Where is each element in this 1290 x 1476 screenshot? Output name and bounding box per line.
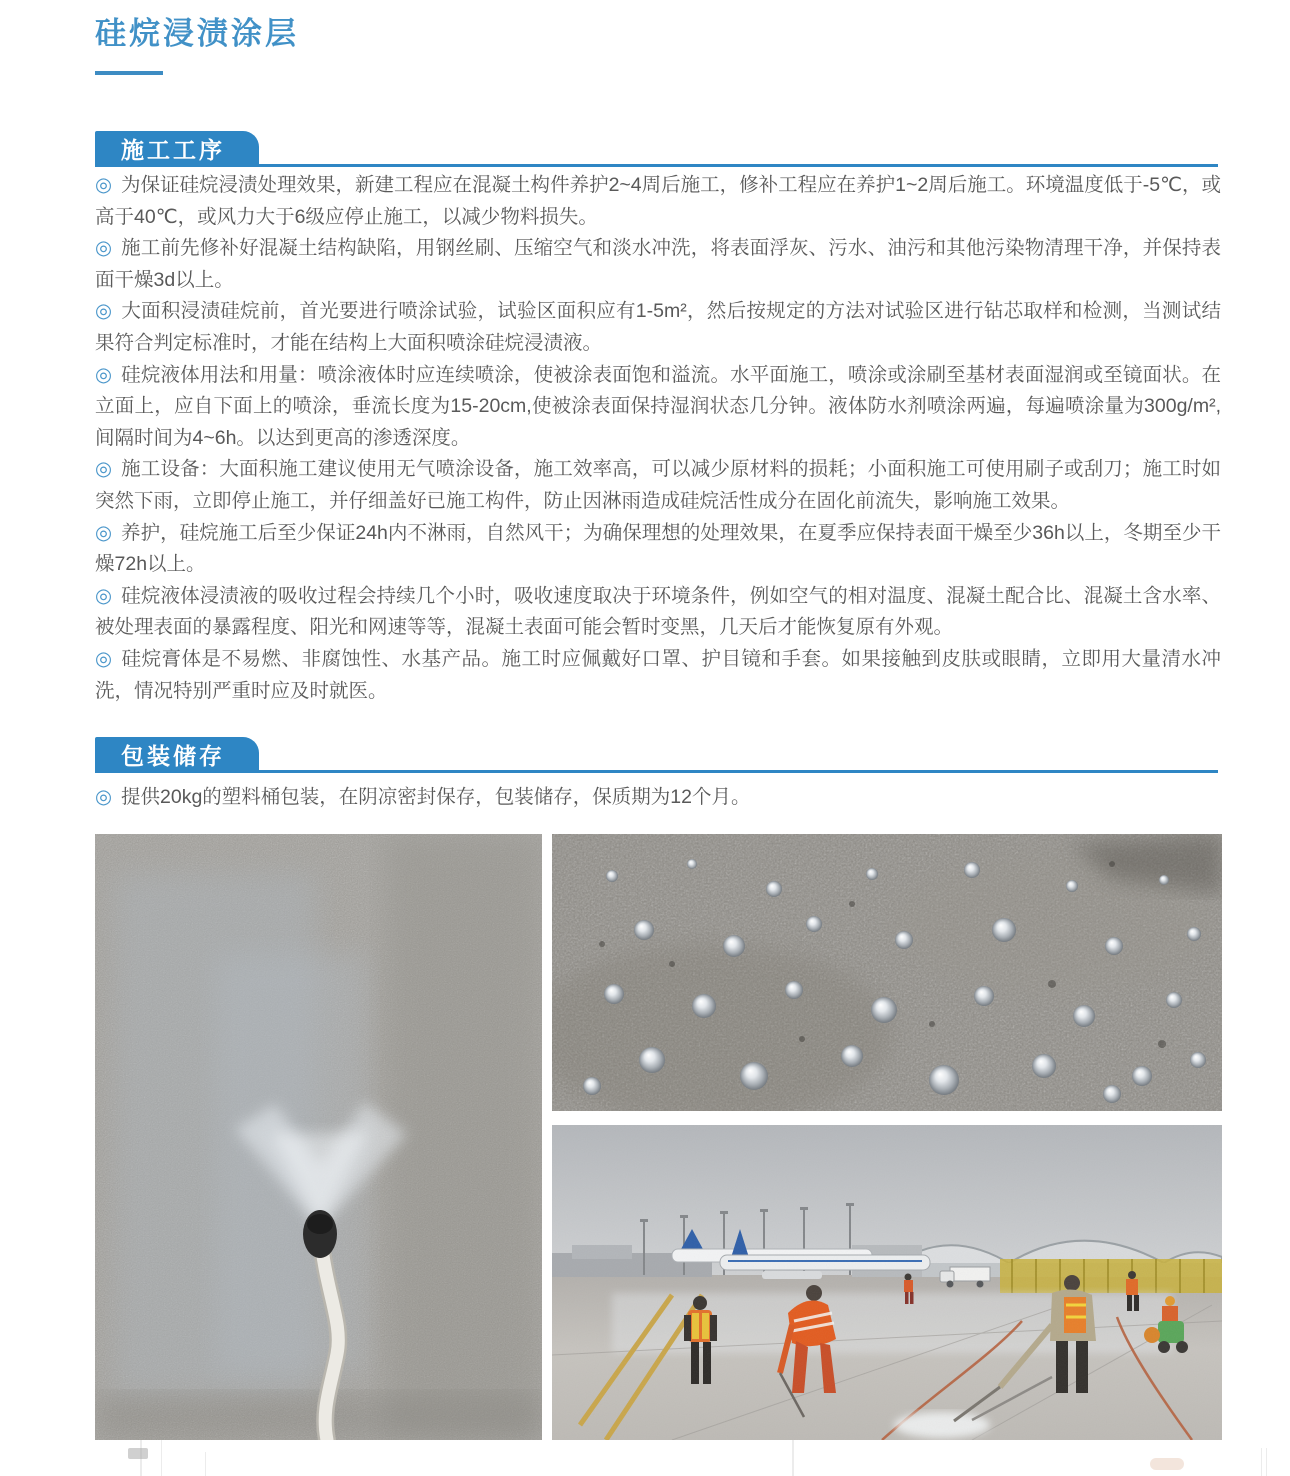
bullet-icon: ◎ xyxy=(95,174,113,196)
bullet-icon: ◎ xyxy=(95,521,113,544)
packaging-bullet-list xyxy=(95,782,1221,814)
bullet-item xyxy=(95,518,1221,581)
page-bottom-artifact xyxy=(205,1452,206,1476)
bullet-text: 养护，硅烷施工后至少保证24h内不淋雨，自然风干；为确保理想的处理效果，在夏季应保持表面干燥至少36h以上，冬期至少干燥72h以上。 xyxy=(95,521,1221,576)
bullet-text: 大面积浸渍硅烷前，首光要进行喷涂试验，试验区面积应有1-5m²，然后按规定的方法对试验区进行钻芯取样和检测，当测试结果符合判定标准时，才能在结构上大面积喷涂硅烷浸渍液。 xyxy=(95,300,1222,354)
airport-apron-photo xyxy=(552,1125,1222,1440)
bullet-item xyxy=(95,170,1221,233)
bullet-icon: ◎ xyxy=(95,300,113,323)
section-header-rule xyxy=(95,770,1218,773)
bullet-item xyxy=(95,454,1221,517)
page-bottom-artifact xyxy=(792,1440,794,1476)
bullet-item xyxy=(95,782,1221,814)
section-tab-label: 包装储存 xyxy=(121,742,225,769)
page-bottom-artifact xyxy=(1266,1448,1267,1476)
section-header-construction xyxy=(95,131,1218,167)
bullet-icon: ◎ xyxy=(95,237,113,260)
section-header-packaging xyxy=(95,737,1218,773)
bullet-icon: ◎ xyxy=(95,458,113,481)
bullet-item xyxy=(95,233,1221,296)
bullet-item xyxy=(95,360,1221,455)
bullet-item xyxy=(95,644,1221,707)
page-title: 硅烷浸渍涂层 xyxy=(95,16,299,51)
bullet-icon: ◎ xyxy=(95,647,113,670)
bullet-icon: ◎ xyxy=(95,786,113,808)
section-header-rule xyxy=(95,164,1218,167)
bullet-text: 为保证硅烷浸渍处理效果，新建工程应在混凝土构件养护2~4周后施工，修补工程应在养护1~2周后施工。环境温度低于-5℃，或高于40℃，或风力大于6级应停止施工，以减少物料损失。 xyxy=(95,174,1222,228)
section-tab-label: 施工工序 xyxy=(121,136,225,163)
bullet-text: 施工前先修补好混凝土结构缺陷，用钢丝刷、压缩空气和淡水冲洗，将表面浮灰、污水、油污和其他污染物清理干净，并保持表面干燥3d以上。 xyxy=(95,237,1221,291)
water-droplets-photo xyxy=(552,834,1222,1111)
bullet-item xyxy=(95,581,1221,644)
bullet-icon: ◎ xyxy=(95,363,113,386)
construction-bullet-list xyxy=(95,170,1221,707)
spray-on-wall-photo xyxy=(95,834,542,1440)
bullet-text: 硅烷膏体是不易燃、非腐蚀性、水基产品。施工时应佩戴好口罩、护目镜和手套。如果接触到皮肤或眼睛，立即用大量清水冲洗，情况特别严重时应及时就医。 xyxy=(95,647,1221,702)
bullet-text: 提供20kg的塑料桶包装，在阴凉密封保存，包装储存，保质期为12个月。 xyxy=(121,786,751,808)
section-tab xyxy=(95,737,259,773)
bullet-text: 施工设备：大面积施工建议使用无气喷涂设备，施工效率高，可以减少原材料的损耗；小面积施工可使用刷子或刮刀；施工时如突然下雨，立即停止施工，并仔细盖好已施工构件，防止因淋雨造成硅烷活性成分在固化前流失，影响施工效果。 xyxy=(95,458,1221,512)
page-bottom-artifact xyxy=(1150,1458,1184,1470)
bullet-icon: ◎ xyxy=(95,584,113,607)
section-tab xyxy=(95,131,259,167)
page-bottom-artifact xyxy=(128,1448,148,1459)
bullet-text: 硅烷液体用法和用量：喷涂液体时应连续喷涂，使被涂表面饱和溢流。水平面施工，喷涂或涂刷至基材表面湿润或至镜面状。在立面上，应自下面上的喷涂，垂流长度为15-20cm,使被涂表面保持湿润状态几分钟。液体防水剂喷涂两遍，每遍喷涂量为300g/m²,间隔时间为4~6h。以达到更高的渗透深度。 xyxy=(95,363,1221,449)
page-bottom-artifact xyxy=(1261,1448,1262,1476)
bullet-text: 硅烷液体浸渍液的吸收过程会持续几个小时，吸收速度取决于环境条件，例如空气的相对温度、混凝土配合比、混凝土含水率、被处理表面的暴露程度、阳光和网速等等，混凝土表面可能会暂时变黑，几天后才能恢复原有外观。 xyxy=(95,584,1221,639)
bullet-item xyxy=(95,296,1221,359)
page-bottom-artifact xyxy=(161,1440,162,1476)
title-underline xyxy=(95,71,163,75)
